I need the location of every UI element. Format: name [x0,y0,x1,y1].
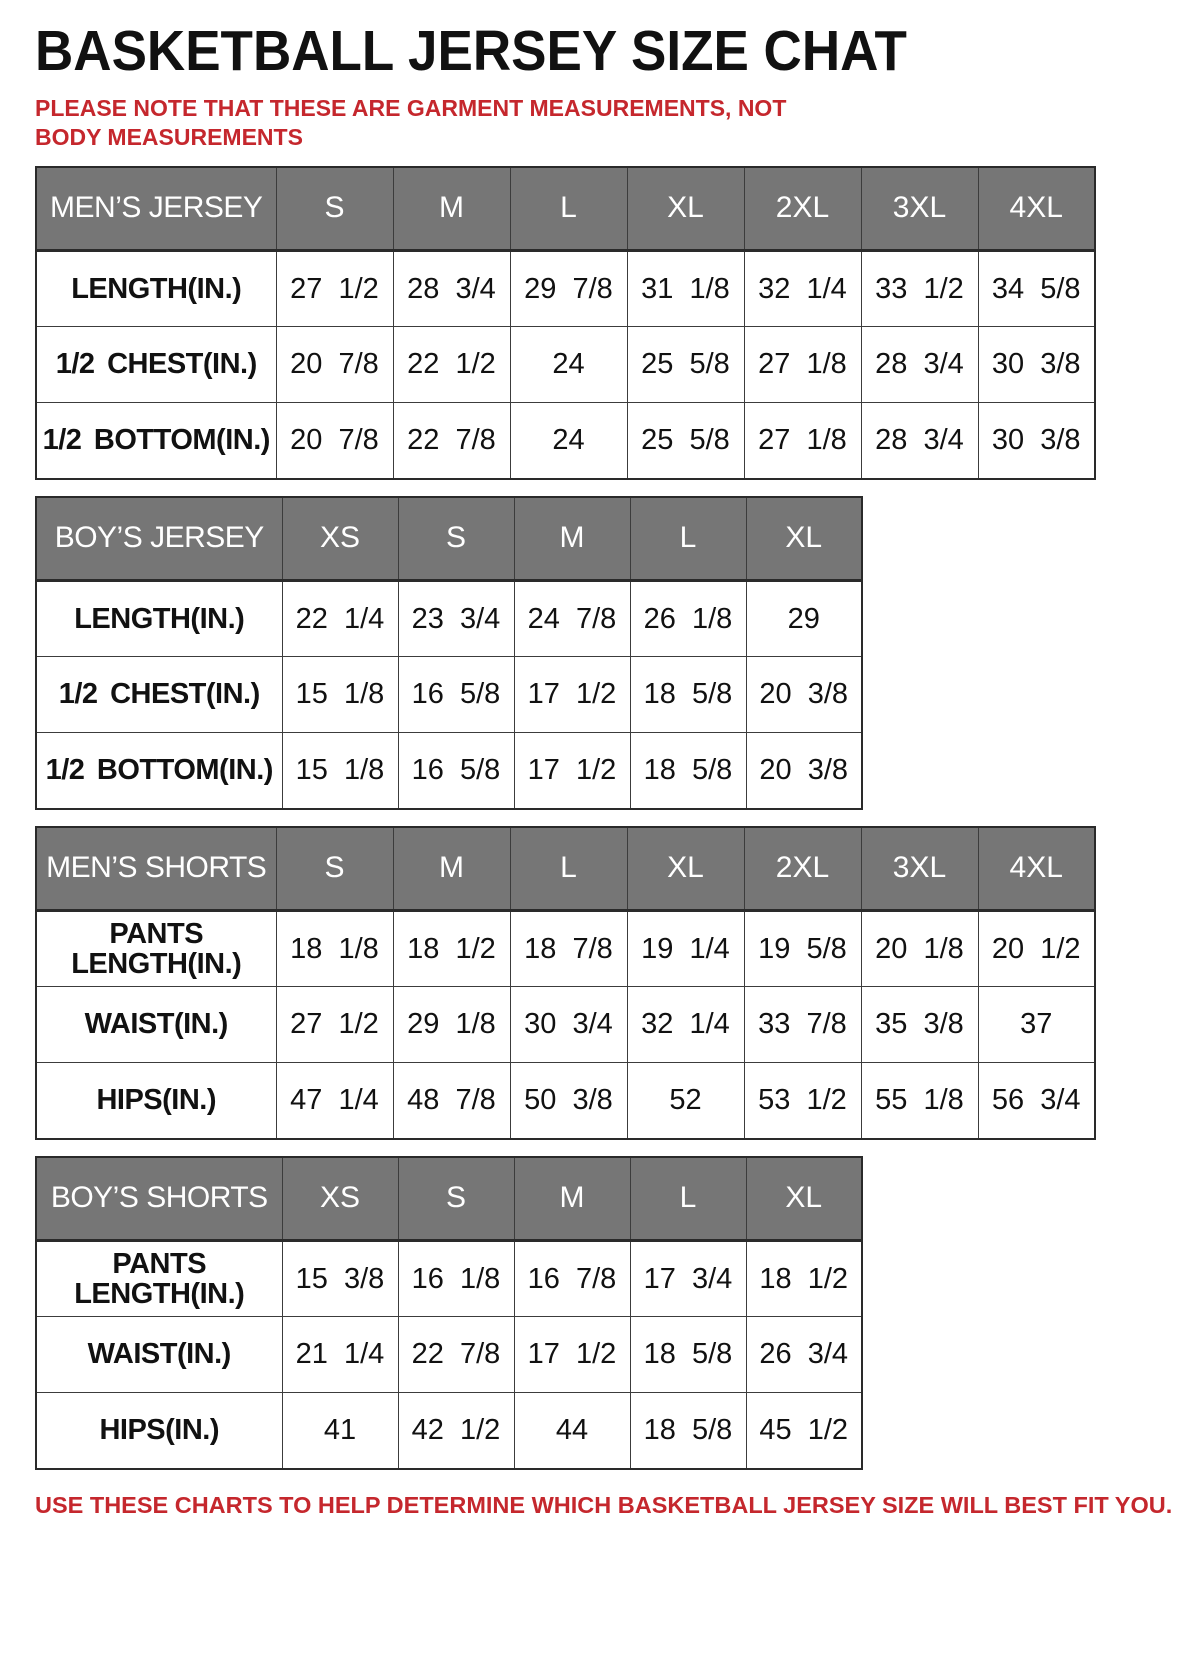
size-column-header-xl: XL [746,1157,862,1241]
size-value-cell: 32 1/4 [627,987,744,1063]
size-value-cell: 17 1/2 [514,1317,630,1393]
size-value-cell: 18 5/8 [630,657,746,733]
size-value-cell: 16 7/8 [514,1241,630,1317]
table-title-cell: BOY’S JERSEY [36,497,282,581]
size-column-header-m: M [514,1157,630,1241]
footer-note: USE THESE CHARTS TO HELP DETERMINE WHICH BASKETBALL JERSEY SIZE WILL BEST FIT YOU. [35,1491,1173,1518]
table-header-row [36,1157,862,1241]
size-value-cell: 18 5/8 [630,1317,746,1393]
size-column-header-xs: XS [282,497,398,581]
size-value-cell: 45 1/2 [746,1393,862,1469]
size-value-cell: 15 1/8 [282,657,398,733]
size-value-cell: 44 [514,1393,630,1469]
size-value-cell: 42 1/2 [398,1393,514,1469]
size-value-cell: 27 1/2 [276,987,393,1063]
size-value-cell: 22 1/4 [282,581,398,657]
row-label: WAIST(IN.) [36,987,276,1063]
size-value-cell: 53 1/2 [744,1063,861,1139]
size-value-cell: 41 [282,1393,398,1469]
table-row [36,911,1095,987]
size-value-cell: 28 3/4 [861,327,978,403]
size-value-cell: 21 1/4 [282,1317,398,1393]
size-value-cell: 32 1/4 [744,251,861,327]
size-table-boy-s-shorts [35,1156,863,1470]
size-table-boy-s-jersey [35,496,863,810]
size-value-cell: 15 1/8 [282,733,398,809]
size-value-cell: 29 7/8 [510,251,627,327]
garment-measurement-note: PLEASE NOTE THAT THESE ARE GARMENT MEASUREMENTS, NOT BODY MEASUREMENTS [35,95,787,150]
size-value-cell: 56 3/4 [978,1063,1095,1139]
size-table-men-s-shorts [35,826,1096,1140]
row-label: HIPS(IN.) [36,1393,282,1469]
size-value-cell: 33 7/8 [744,987,861,1063]
size-value-cell: 25 5/8 [627,403,744,479]
size-value-cell: 31 1/8 [627,251,744,327]
table-row [36,1063,1095,1139]
size-column-header-m: M [393,827,510,911]
size-column-header-s: S [276,167,393,251]
size-value-cell: 18 7/8 [510,911,627,987]
size-column-header-s: S [398,497,514,581]
size-value-cell: 34 5/8 [978,251,1095,327]
size-value-cell: 52 [627,1063,744,1139]
size-value-cell: 17 3/4 [630,1241,746,1317]
table-row [36,657,862,733]
size-value-cell: 19 1/4 [627,911,744,987]
size-value-cell: 17 1/2 [514,733,630,809]
size-value-cell: 27 1/2 [276,251,393,327]
size-value-cell: 50 3/8 [510,1063,627,1139]
size-value-cell: 18 5/8 [630,1393,746,1469]
page-title: BASKETBALL JERSEY SIZE CHAT [35,19,907,83]
size-column-header-xl: XL [627,827,744,911]
size-value-cell: 16 5/8 [398,733,514,809]
row-label: HIPS(IN.) [36,1063,276,1139]
size-column-header-l: L [630,1157,746,1241]
size-column-header-s: S [276,827,393,911]
size-value-cell: 48 7/8 [393,1063,510,1139]
size-value-cell: 47 1/4 [276,1063,393,1139]
size-column-header-xl: XL [746,497,862,581]
size-column-header-2xl: 2XL [744,827,861,911]
size-value-cell: 29 1/8 [393,987,510,1063]
size-value-cell: 20 1/2 [978,911,1095,987]
size-value-cell: 26 1/8 [630,581,746,657]
size-column-header-3xl: 3XL [861,827,978,911]
size-column-header-xl: XL [627,167,744,251]
table-title-cell: MEN’S SHORTS [36,827,276,911]
table-header-row [36,827,1095,911]
size-value-cell: 20 1/8 [861,911,978,987]
size-value-cell: 30 3/4 [510,987,627,1063]
row-label: PANTS LENGTH(IN.) [36,1241,282,1317]
size-value-cell: 24 7/8 [514,581,630,657]
size-value-cell: 28 3/4 [861,403,978,479]
size-column-header-s: S [398,1157,514,1241]
size-value-cell: 22 7/8 [398,1317,514,1393]
size-value-cell: 22 7/8 [393,403,510,479]
table-row [36,1317,862,1393]
size-value-cell: 18 1/8 [276,911,393,987]
table-row [36,1241,862,1317]
size-column-header-m: M [393,167,510,251]
size-value-cell: 24 [510,327,627,403]
row-label: LENGTH(IN.) [36,581,282,657]
size-value-cell: 37 [978,987,1095,1063]
size-value-cell: 24 [510,403,627,479]
table-row [36,403,1095,479]
size-value-cell: 16 1/8 [398,1241,514,1317]
size-value-cell: 55 1/8 [861,1063,978,1139]
row-label: 1/2 BOTTOM(IN.) [36,403,276,479]
tables-container [35,166,1165,1470]
table-row [36,733,862,809]
size-value-cell: 16 5/8 [398,657,514,733]
table-row [36,251,1095,327]
table-row [36,987,1095,1063]
size-value-cell: 35 3/8 [861,987,978,1063]
size-value-cell: 18 5/8 [630,733,746,809]
size-value-cell: 22 1/2 [393,327,510,403]
size-column-header-3xl: 3XL [861,167,978,251]
row-label: 1/2 CHEST(IN.) [36,327,276,403]
table-row [36,581,862,657]
table-title-cell: MEN’S JERSEY [36,167,276,251]
row-label: LENGTH(IN.) [36,251,276,327]
size-value-cell: 18 1/2 [393,911,510,987]
size-column-header-xs: XS [282,1157,398,1241]
size-value-cell: 33 1/2 [861,251,978,327]
table-header-row [36,167,1095,251]
size-value-cell: 27 1/8 [744,327,861,403]
size-table-men-s-jersey [35,166,1096,480]
size-value-cell: 17 1/2 [514,657,630,733]
size-value-cell: 18 1/2 [746,1241,862,1317]
size-column-header-m: M [514,497,630,581]
row-label: PANTS LENGTH(IN.) [36,911,276,987]
size-value-cell: 15 3/8 [282,1241,398,1317]
size-column-header-4xl: 4XL [978,827,1095,911]
size-value-cell: 19 5/8 [744,911,861,987]
table-header-row [36,497,862,581]
size-column-header-4xl: 4XL [978,167,1095,251]
table-row [36,327,1095,403]
row-label: 1/2 BOTTOM(IN.) [36,733,282,809]
size-value-cell: 30 3/8 [978,327,1095,403]
size-value-cell: 29 [746,581,862,657]
size-value-cell: 20 3/8 [746,657,862,733]
size-value-cell: 27 1/8 [744,403,861,479]
size-value-cell: 20 3/8 [746,733,862,809]
size-value-cell: 30 3/8 [978,403,1095,479]
row-label: 1/2 CHEST(IN.) [36,657,282,733]
size-value-cell: 20 7/8 [276,403,393,479]
size-value-cell: 23 3/4 [398,581,514,657]
row-label: WAIST(IN.) [36,1317,282,1393]
size-column-header-l: L [510,827,627,911]
size-value-cell: 28 3/4 [393,251,510,327]
size-column-header-l: L [510,167,627,251]
table-row [36,1393,862,1469]
size-value-cell: 20 7/8 [276,327,393,403]
size-column-header-l: L [630,497,746,581]
size-value-cell: 25 5/8 [627,327,744,403]
size-value-cell: 26 3/4 [746,1317,862,1393]
size-column-header-2xl: 2XL [744,167,861,251]
table-title-cell: BOY’S SHORTS [36,1157,282,1241]
